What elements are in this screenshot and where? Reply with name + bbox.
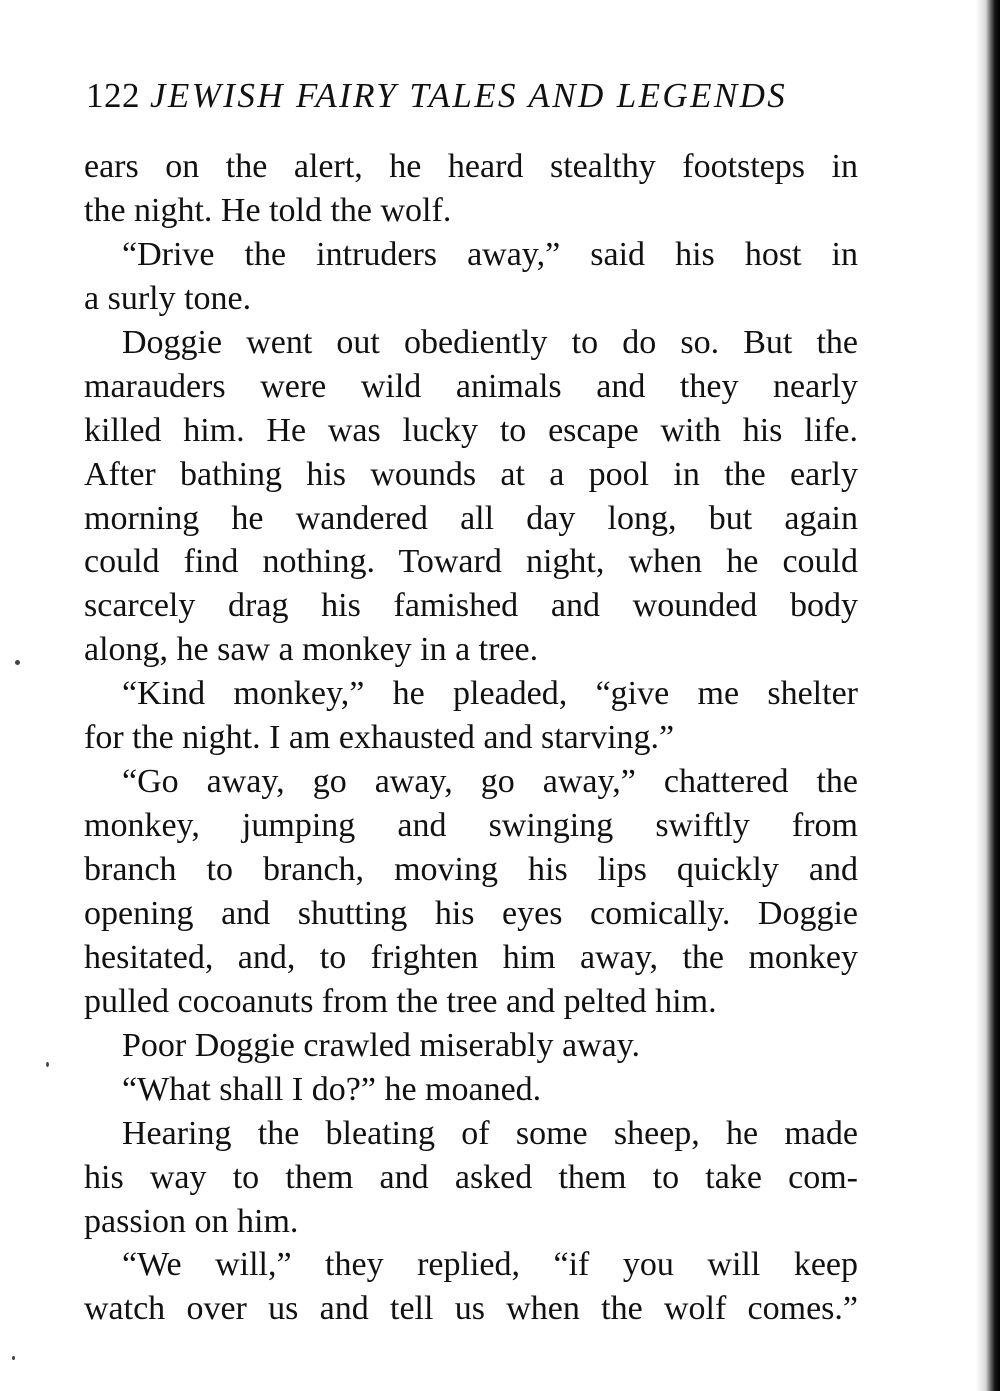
text-line: along, he saw a monkey in a tree. <box>84 631 539 669</box>
text-line: for the night. I am exhausted and starving.” <box>84 719 675 757</box>
text-line: “What shall I do?” he moaned. <box>122 1070 542 1108</box>
text-line: the night. He told the wolf. <box>84 191 452 229</box>
text-line: ears on the alert, he heard stealthy footsteps in <box>84 148 858 185</box>
text-line: his way to them and asked them to take com- <box>84 1158 858 1196</box>
text-line: “Drive the intruders away,” said his host in <box>122 235 858 273</box>
text-line: hesitated, and, to frighten him away, the monkey <box>84 938 858 976</box>
text-line: pulled cocoanuts from the tree and pelted him. <box>84 982 717 1020</box>
scan-speck <box>15 660 20 665</box>
text-line: monkey, jumping and swinging swiftly from <box>84 807 858 845</box>
book-title: JEWISH FAIRY TALES AND LEGENDS <box>150 76 788 115</box>
scan-speck <box>12 1356 15 1360</box>
text-line: branch to branch, moving his lips quickly and <box>84 851 858 888</box>
text-line: killed him. He was lucky to escape with his life. <box>84 411 858 449</box>
text-line: watch over us and tell us when the wolf comes.” <box>84 1290 858 1328</box>
text-line: “Go away, go away, go away,” chattered the <box>122 763 858 801</box>
text-line: opening and shutting his eyes comically. Doggie <box>84 894 858 932</box>
text-line: “We will,” they replied, “if you will keep <box>122 1246 858 1284</box>
text-line: marauders were wild animals and they nearly <box>84 367 858 405</box>
text-line: After bathing his wounds at a pool in the early <box>84 455 858 493</box>
binding-shadow <box>976 0 1000 1391</box>
text-line: Poor Doggie crawled miserably away. <box>122 1026 641 1064</box>
text-line: Hearing the bleating of some sheep, he made <box>122 1114 858 1152</box>
text-line: “Kind monkey,” he pleaded, “give me shelter <box>122 675 858 713</box>
text-line: passion on him. <box>84 1202 299 1240</box>
page-number: 122 <box>86 76 140 115</box>
text-line: morning he wandered all day long, but again <box>84 499 858 537</box>
running-head <box>86 76 876 116</box>
text-line: could find nothing. Toward night, when he could <box>84 543 858 581</box>
text-line: Doggie went out obediently to do so. But the <box>122 323 858 361</box>
text-line: scarcely drag his famished and wounded body <box>84 587 858 625</box>
body-text <box>84 145 858 1331</box>
text-line: a surly tone. <box>84 279 252 317</box>
scan-speck <box>46 1062 49 1067</box>
